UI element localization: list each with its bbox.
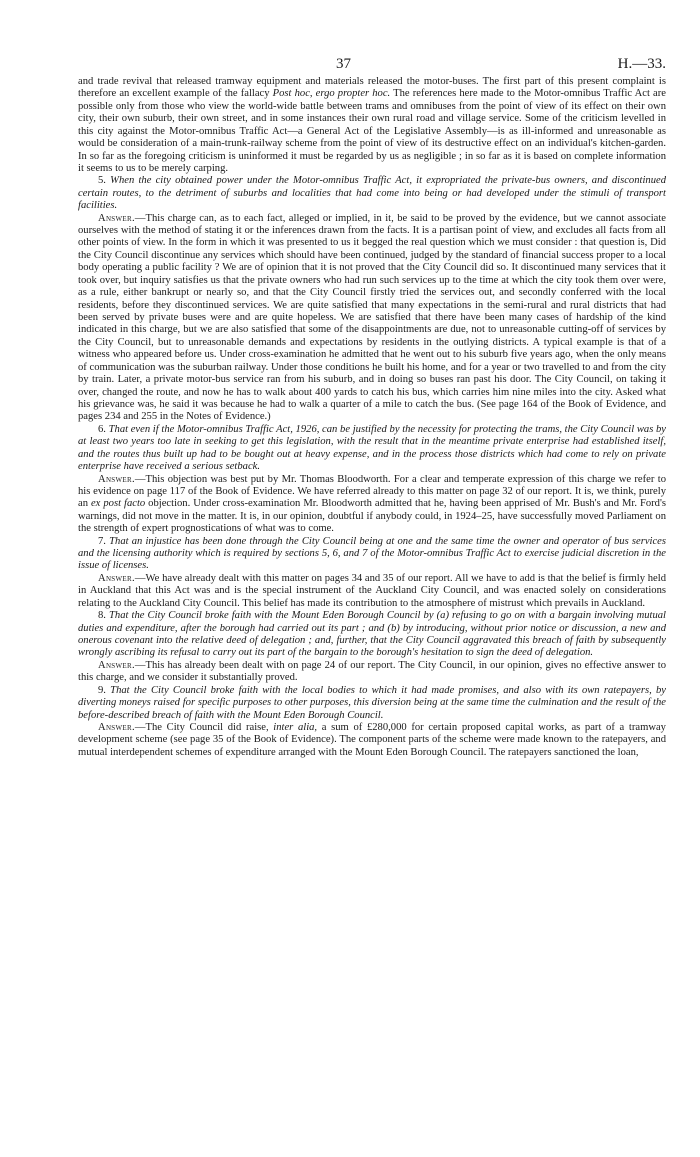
paragraph-text: That the City Council broke faith with the local bodies to which it had made promises, and also with its own ratepayers, by diverting moneys raised for specific purposes to other purposes, this diversion being at the same time the culmination and the result of the before-described breach of faith with the Mount Eden Borough Council. <box>78 684 666 721</box>
paragraph-text: objection. Under cross-examination Mr. Bloodworth admitted that he, having been apprised of Mr. Bush's and Mr. Ford's warnings, did not move in the matter. It is, in our opinion, doubtful if anybody could, in 1924–25, have successfully moved Parliament on the strength of expert prognostications of what was to come. <box>78 498 666 535</box>
paragraph-text: That an injustice has been done through the City Council being at one and the same time the owner and operator of bus services and the licensing authority which is required by sections 5, 6, and 7 of the Motor-omnibus Traffic Act to exercise judicial discretion in the issue of licenses. <box>78 535 667 572</box>
paragraph-text: —This charge can, as to each fact, alleged or implied, in it, be said to be proved by the evidence, but we cannot associate ourselves with the method of stating it or the inferences drawn from the facts. It is a partisan point of view, and excludes all facts from all other points of view. In the form in which it was presented to us it begged the real question which we must consider : that question is, Did the City Council discontinue any services which should have been continued, judged by the standard of financial success proper to a local body operating a public facility ? We are of opinion that it is not proved that the City Council did so. It discontinued many services that it took over, but inquiry satisfies us that the private owners who had run such services up to the time at which the city took them over were, as a rule, either bankrupt or nearly so, and that the City Council firstly tried the services out, and secondly conferred with the local residents, before they discontinued services. We are quite satisfied that many expectations in the semi-rural and rural districts that had been served by private buses were and are quite hopeless. We are satisfied that there have been many cases of hardship of the kind indicated in this charge, but we are also satisfied that some of the disappointments are due, not to unreasonable cutting-off of services by the City Council, but to unreasonable demands and expectations by residents in the outlying districts. A typical example is that of a witness who appeared before us. Under cross-examination he admitted that he went out to his suburb five years ago, when the only means of communication was the suburban railway. Under those conditions he built his home, and for a year or two travelled to and from the city by train. Later, a private motor-bus service ran from his suburb, and in doing so buses ran past his door. The City Council, on taking it over, changed the route, and now he has to walk about 400 yards to catch his bus, which carries him nine miles into the city. Asked what his grievance was, he said it was because he had to walk a quarter of a mile to catch the bus. (See page 164 of the Book of Evidence, and pages 234 and 255 in the Notes of Evidence.) <box>78 212 666 423</box>
paragraph-text: That even if the Motor-omnibus Traffic Act, 1926, can be justified by the necessity for protecting the trams, the City Council was by at least two years too late in seeking to get this legislation, with the result that in the meantime private enterprise had established itself, and the routes thus built up had to be bought out at heavy expense, and in the process those districts which had come to rely on private enterprise have received a serious setback. <box>78 423 666 473</box>
answer-label: Answer. <box>98 721 135 733</box>
charge-number: 7. <box>98 535 110 547</box>
answer-paragraph <box>78 474 666 536</box>
report-body <box>78 76 666 759</box>
paragraph-text: —This objection was best put by Mr. Thomas Bloodworth. For a clear and temperate expression of this charge we refer to his evidence on page 117 of the Book of Evidence. We have referred already to this matter on page 32 of our report. It is, we think, purely an <box>78 473 666 510</box>
page-header <box>78 46 666 76</box>
charge-paragraph <box>78 536 666 573</box>
paragraph-text: The references here made to the Motor-omnibus Traffic Act are possible only from those who view the world-wide battle between trams and omnibuses from the point of view of its effect on their own city, their own suburb, their own street, and in some instances their own rural road and village service. Some of the criticism levelled in this city against the Motor-omnibus Traffic Act—a General Act of the Legislative Assembly—is as ill-informed and unreasonable as would be consideration of a main-trunk-railway scheme from the point of view of its destructive effect on an individual's kitchen-garden. In so far as the foregoing criticism is uninformed it must be regarded by us as negligible ; in so far as it is based on complete information it seems to us to be merely carping. <box>78 88 666 174</box>
charge-number: 9. <box>98 684 111 696</box>
answer-label: Answer. <box>98 212 135 224</box>
document-reference: H.—33. <box>617 56 666 72</box>
paragraph-text: and trade revival that released tramway equipment and materials released the motor-buses. The first part of this present complaint is therefore an excellent example of the fallacy <box>78 76 666 100</box>
answer-label: Answer. <box>98 473 135 485</box>
answer-label: Answer. <box>98 572 135 584</box>
body-paragraph <box>78 76 666 175</box>
paragraph-text: That the City Council broke faith with the Mount Eden Borough Council by (a) refusing to go on with a bargain involving mutual duties and expenditure, after the borough had carried out its part ; and (b) by introducing, without prior notice or discussion, a new and onerous covenant into the relative deed of delegation ; and, further, that the City Council aggravated this breach of faith by subsequently wrongly ascribing its refusal to carry out its part of the bargain to the borough's hesitation to sign the deed of delegation. <box>78 610 667 659</box>
charge-paragraph <box>78 175 666 212</box>
paragraph-text: —This has already been dealt with on page 24 of our report. The City Council, in our opinion, gives no effective answer to this charge, and we consider it substantially proved. <box>78 659 666 684</box>
answer-label: Answer. <box>98 659 135 671</box>
charge-number: 6. <box>98 423 109 435</box>
charge-number: 5. <box>98 175 111 187</box>
answer-paragraph <box>78 213 666 424</box>
italic-text: inter alia, <box>273 721 318 733</box>
paragraph-text: a sum of £280,000 for certain proposed capital works, as part of a tramway development scheme (see page 35 of the Book of Evidence). The component parts of the scheme were made known to the ratepayers, and mutual interdependent schemes of expenditure arranged with the Mount Eden Borough Council. The ratepayers sanctioned the loan, <box>78 721 666 758</box>
answer-paragraph <box>78 573 666 610</box>
paragraph-text: —The City Council did raise, <box>134 721 274 733</box>
charge-number: 8. <box>98 610 110 622</box>
page-number: 37 <box>336 56 351 72</box>
charge-paragraph <box>78 685 666 722</box>
answer-paragraph <box>78 722 666 759</box>
paragraph-text: When the city obtained power under the Motor-omnibus Traffic Act, it expropriated the private-bus owners, and discontinued certain routes, to the detriment of suburbs and localities that had come into being or had developed under the stimuli of transport facilities. <box>78 175 667 212</box>
paragraph-text: —We have already dealt with this matter on pages 34 and 35 of our report. All we have to add is that the belief is firmly held in Auckland that this Act was and is the special instrument of the Auckland City Council, and was enacted solely on considerations relating to the Auckland City Council. This belief has made its contribution to the atmosphere of mistrust which prevails in Auckland. <box>78 572 666 609</box>
charge-paragraph <box>78 424 666 474</box>
italic-text: Post hoc, ergo propter hoc. <box>272 88 391 100</box>
answer-paragraph <box>78 660 666 685</box>
italic-text: ex post facto <box>90 498 146 510</box>
charge-paragraph <box>78 610 666 660</box>
